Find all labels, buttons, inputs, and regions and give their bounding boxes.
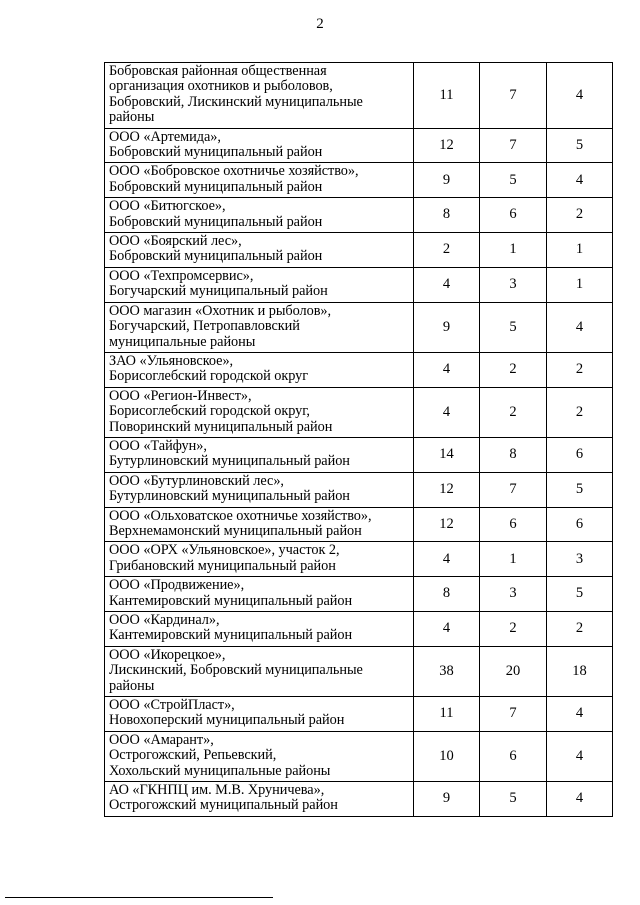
- value-cell-3: 4: [547, 697, 613, 732]
- value-cell-2: 3: [480, 267, 547, 302]
- value-cell-2: 2: [480, 612, 547, 647]
- value-cell-3: 4: [547, 163, 613, 198]
- total-cell: 8: [414, 577, 480, 612]
- value-cell-2: 1: [480, 542, 547, 577]
- value-cell-3: 5: [547, 577, 613, 612]
- value-cell-2: 6: [480, 198, 547, 233]
- total-cell: 12: [414, 507, 480, 542]
- total-cell: 4: [414, 267, 480, 302]
- value-cell-3: 4: [547, 731, 613, 781]
- total-cell: 4: [414, 387, 480, 437]
- organization-cell: ООО «Бутурлиновский лес», Бутурлиновский муниципальный район: [105, 472, 414, 507]
- total-cell: 2: [414, 233, 480, 268]
- organization-cell: ООО «Тайфун», Бутурлиновский муниципальный район: [105, 437, 414, 472]
- organization-cell: ЗАО «Ульяновское», Борисоглебский городской округ: [105, 352, 414, 387]
- organization-cell: ООО «Техпромсервис», Богучарский муниципальный район: [105, 267, 414, 302]
- table-row: [105, 63, 613, 129]
- table-row: [105, 387, 613, 437]
- value-cell-2: 5: [480, 302, 547, 352]
- value-cell-2: 7: [480, 472, 547, 507]
- total-cell: 9: [414, 302, 480, 352]
- organization-cell: ООО «Ольховатское охотничье хозяйство», Верхнемамонский муниципальный район: [105, 507, 414, 542]
- value-cell-3: 6: [547, 507, 613, 542]
- table-row: [105, 697, 613, 732]
- value-cell-2: 8: [480, 437, 547, 472]
- total-cell: 9: [414, 163, 480, 198]
- value-cell-3: 4: [547, 302, 613, 352]
- organization-cell: ООО «Амарант», Острогожский, Репьевский, Хохольский муниципальные районы: [105, 731, 414, 781]
- total-cell: 10: [414, 731, 480, 781]
- organization-cell: ООО «ОРХ «Ульяновское», участок 2, Грибановский муниципальный район: [105, 542, 414, 577]
- value-cell-2: 6: [480, 507, 547, 542]
- value-cell-3: 18: [547, 646, 613, 696]
- total-cell: 4: [414, 612, 480, 647]
- total-cell: 38: [414, 646, 480, 696]
- footnote-divider: [5, 897, 273, 898]
- value-cell-3: 3: [547, 542, 613, 577]
- total-cell: 8: [414, 198, 480, 233]
- value-cell-2: 20: [480, 646, 547, 696]
- value-cell-2: 7: [480, 128, 547, 163]
- value-cell-2: 6: [480, 731, 547, 781]
- table-row: [105, 782, 613, 817]
- organization-cell: ООО «Регион-Инвест», Борисоглебский городской округ, Поворинский муниципальный район: [105, 387, 414, 437]
- value-cell-2: 5: [480, 163, 547, 198]
- total-cell: 11: [414, 63, 480, 129]
- hunting-quota-table: [104, 62, 613, 817]
- value-cell-3: 2: [547, 387, 613, 437]
- value-cell-2: 1: [480, 233, 547, 268]
- table-row: [105, 612, 613, 647]
- value-cell-3: 1: [547, 233, 613, 268]
- organization-cell: Бобровская районная общественная организация охотников и рыболовов, Бобровский, Лискинский муниципальные районы: [105, 63, 414, 129]
- organization-cell: ООО «Кардинал», Кантемировский муниципальный район: [105, 612, 414, 647]
- value-cell-3: 6: [547, 437, 613, 472]
- total-cell: 12: [414, 472, 480, 507]
- table-row: [105, 163, 613, 198]
- total-cell: 4: [414, 352, 480, 387]
- table-row: [105, 731, 613, 781]
- organization-cell: ООО «Продвижение», Кантемировский муниципальный район: [105, 577, 414, 612]
- total-cell: 4: [414, 542, 480, 577]
- organization-cell: ООО «СтройПласт», Новохоперский муниципальный район: [105, 697, 414, 732]
- value-cell-2: 7: [480, 63, 547, 129]
- value-cell-3: 2: [547, 612, 613, 647]
- table-row: [105, 352, 613, 387]
- total-cell: 12: [414, 128, 480, 163]
- total-cell: 9: [414, 782, 480, 817]
- organization-cell: ООО магазин «Охотник и рыболов», Богучарский, Петропавловский муниципальные районы: [105, 302, 414, 352]
- table-row: [105, 267, 613, 302]
- organization-cell: ООО «Икорецкое», Лискинский, Бобровский муниципальные районы: [105, 646, 414, 696]
- value-cell-3: 4: [547, 782, 613, 817]
- value-cell-2: 5: [480, 782, 547, 817]
- value-cell-3: 5: [547, 128, 613, 163]
- organization-cell: АО «ГКНПЦ им. М.В. Хруничева», Острогожский муниципальный район: [105, 782, 414, 817]
- value-cell-3: 4: [547, 63, 613, 129]
- value-cell-3: 5: [547, 472, 613, 507]
- organization-cell: ООО «Битюгское», Бобровский муниципальный район: [105, 198, 414, 233]
- table-row: [105, 542, 613, 577]
- value-cell-3: 2: [547, 352, 613, 387]
- table-row: [105, 302, 613, 352]
- table-row: [105, 646, 613, 696]
- organization-cell: ООО «Артемида», Бобровский муниципальный район: [105, 128, 414, 163]
- table-row: [105, 472, 613, 507]
- value-cell-2: 7: [480, 697, 547, 732]
- total-cell: 11: [414, 697, 480, 732]
- table-row: [105, 198, 613, 233]
- table-row: [105, 128, 613, 163]
- table-row: [105, 577, 613, 612]
- page-number: 2: [316, 16, 324, 32]
- table-row: [105, 233, 613, 268]
- total-cell: 14: [414, 437, 480, 472]
- value-cell-2: 2: [480, 352, 547, 387]
- value-cell-3: 2: [547, 198, 613, 233]
- table-row: [105, 437, 613, 472]
- organization-cell: ООО «Боярский лес», Бобровский муниципальный район: [105, 233, 414, 268]
- organization-cell: ООО «Бобровское охотничье хозяйство», Бобровский муниципальный район: [105, 163, 414, 198]
- value-cell-2: 3: [480, 577, 547, 612]
- table-row: [105, 507, 613, 542]
- value-cell-2: 2: [480, 387, 547, 437]
- value-cell-3: 1: [547, 267, 613, 302]
